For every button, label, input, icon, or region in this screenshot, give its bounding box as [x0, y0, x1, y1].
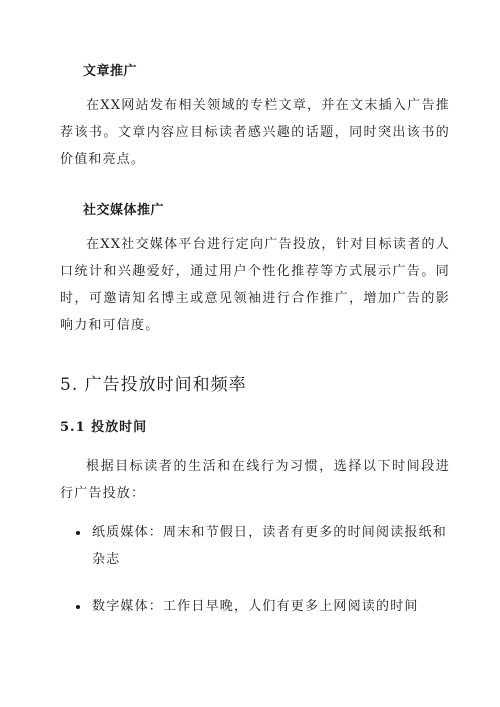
social-media-promotion-heading: 社交媒体推广	[83, 203, 165, 218]
article-promotion-paragraph: 在XX网站发布相关领域的专栏文章，并在文末插入广告推荐该书。文章内容应目标读者感兴趣的话题，同时突出该书的价值和亮点。	[60, 98, 450, 167]
bullet-icon	[76, 531, 80, 535]
list-item-text: 纸质媒体：周末和节假日，读者有更多的时间阅读报纸和杂志	[92, 525, 448, 567]
section-5-1-heading: 5.1 投放时间	[60, 420, 148, 435]
list-item-text: 数字媒体：工作日早晚，人们有更多上网阅读的时间	[92, 599, 419, 614]
article-promotion-heading: 文章推广	[83, 64, 138, 79]
bullet-icon	[76, 605, 80, 609]
list-item	[70, 519, 450, 573]
ad-timing-intro-paragraph: 根据目标读者的生活和在线行为习惯，选择以下时间段进行广告投放：	[60, 459, 450, 501]
section-5-heading: 5. 广告投放时间和频率	[60, 375, 247, 395]
social-media-promotion-paragraph: 在XX社交媒体平台进行定向广告投放，针对目标读者的人口统计和兴趣爱好，通过用户个性化推荐等方式展示广告。同时，可邀请知名博主或意见领袖进行合作推广，增加广告的影响力和可信度。	[60, 237, 450, 333]
list-item	[70, 593, 450, 620]
